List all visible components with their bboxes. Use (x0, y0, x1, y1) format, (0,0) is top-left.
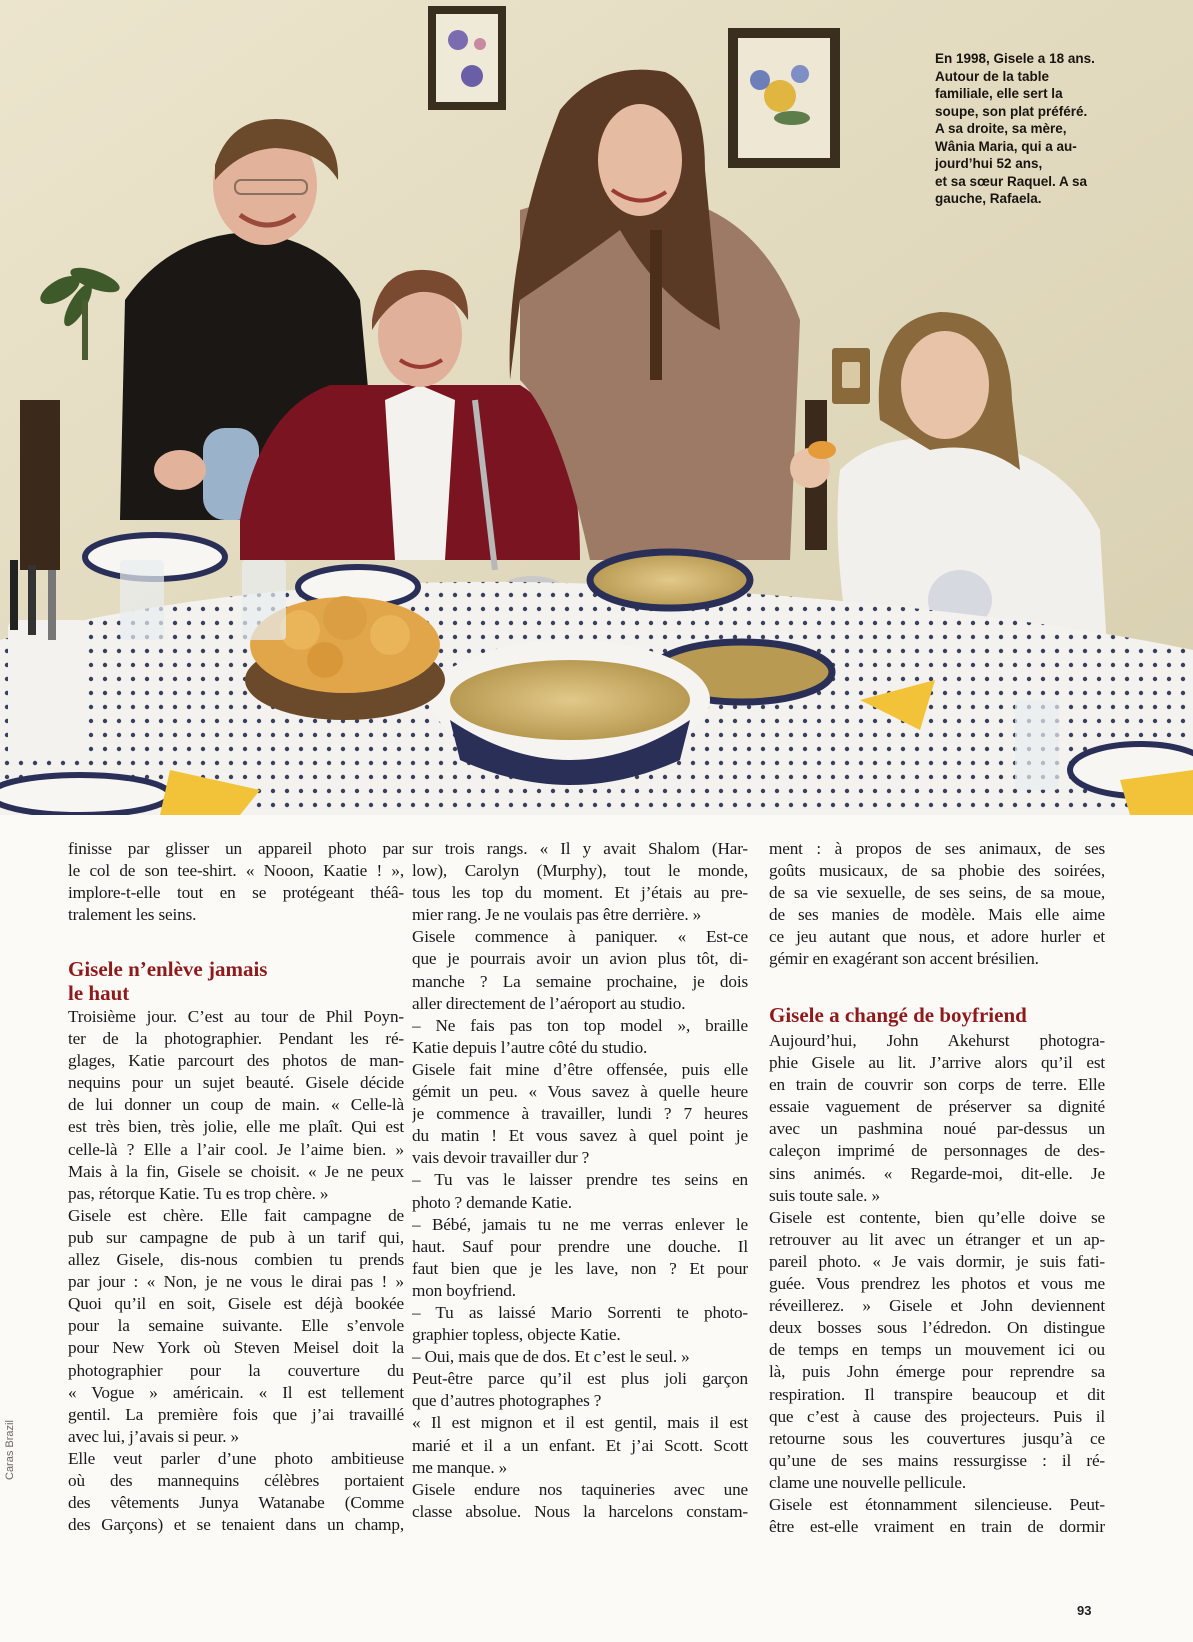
text-line: Gisele fait mine d’être offensée, puis elle (412, 1059, 748, 1079)
text-line: Aujourd’hui, John Akehurst photogra- (769, 1031, 1105, 1050)
text-line: de sa vie sexuelle, de ses seins, de sa moue, (769, 883, 1105, 903)
paragraph (412, 838, 748, 1523)
text-line: haut. Sauf pour prendre une douche. Il (412, 1236, 748, 1256)
text-line: de temps en temps un mouvement ici ou (769, 1340, 1105, 1360)
section-heading-2: Gisele a changé de boyfriend (769, 1003, 1027, 1027)
text-line: Gisele est contente, bien qu’elle doive se (769, 1207, 1105, 1227)
text-line: Quoi qu’il en soit, Gisele est déjà bookée (68, 1294, 404, 1314)
text-line: low), Carolyn (Murphy), tout le monde, (412, 861, 748, 881)
text-line: caleçon imprimé de personnages de des- (769, 1141, 1105, 1161)
text-line: Gisele endure nos taquineries avec une (412, 1479, 748, 1499)
caption-line: soupe, son plat préféré. (935, 103, 1088, 119)
article-column-3 (769, 838, 1105, 971)
text-line: – Tu as laissé Mario Sorrenti te photo- (412, 1302, 748, 1322)
photo-caption (935, 50, 1175, 208)
text-line: où des mannequins célèbres portaient (68, 1470, 404, 1490)
chair-left (20, 400, 60, 570)
glass (120, 560, 164, 640)
paragraph (68, 838, 404, 926)
paragraph (769, 1030, 1105, 1538)
text-line: Gisele est étonnamment silencieuse. Peut- (769, 1494, 1105, 1514)
text-line: me manque. » (412, 1457, 508, 1477)
text-line: finisse par glisser un appareil photo par (68, 839, 404, 858)
text-line: nequins pour un sujet beauté. Gisele décide (68, 1073, 404, 1093)
text-line: pas, rétorque Katie. Tu es trop chère. » (68, 1183, 329, 1203)
text-line: est très bien, très jolie, elle me plaît. Qui est (68, 1117, 404, 1137)
text-line: réveillerez. » Gisele et John deviennent (769, 1296, 1105, 1316)
text-line: Katie depuis l’autre côté du studio. (412, 1037, 648, 1057)
caption-line: et sa sœur Raquel. A sa (935, 173, 1088, 189)
text-line: je commence à travailler, lundi ? 7 heures (412, 1104, 748, 1124)
text-line: deux bosses sous l’édredon. On distingue (769, 1318, 1105, 1338)
article-column-1 (68, 838, 404, 926)
text-line: de ses manies de modèle. Mais elle aime (769, 905, 1105, 925)
text-line: « Vogue » américain. « Il est tellement (68, 1382, 404, 1402)
text-line: que c’est à cause des projecteurs. Puis il (769, 1406, 1105, 1426)
text-line: manche ? La semaine prochaine, je dois (412, 971, 748, 991)
text-line: des Garçons) et se tenaient dans un champ, (68, 1515, 404, 1535)
picture-frame-left (428, 6, 506, 110)
text-line: de lui donner un coup de main. « Celle-là (68, 1095, 404, 1115)
text-line: avec lui, j’avais si peur. » (68, 1426, 239, 1446)
text-line: être est-elle vraiment en train de dormir (769, 1517, 1105, 1537)
heading-line: Gisele n’enlève jamais (68, 957, 268, 981)
article-column-2 (412, 838, 748, 1523)
text-line: Troisième jour. C’est au tour de Phil Poyn- (68, 1007, 404, 1026)
section-heading-1 (68, 957, 368, 1005)
text-line: tralement les seins. (68, 905, 197, 925)
text-line: pareil photo. « Je vais dormir, je suis fati- (769, 1251, 1105, 1271)
caption-line: Wânia Maria, qui a au- (935, 138, 1077, 154)
heading-line: le haut (68, 981, 130, 1005)
text-line: que d’autres photographes ? (412, 1391, 602, 1411)
text-line: là, puis John émerge pour reprendre sa (769, 1362, 1105, 1382)
paragraph (68, 1006, 404, 1536)
text-line: Gisele commence à paniquer. « Est-ce (412, 927, 748, 947)
text-line: ment : à propos de ses animaux, de ses (769, 839, 1105, 858)
text-line: glages, Katie parcourt des photos de man- (68, 1051, 404, 1071)
text-line: « Il est mignon et il est gentil, mais il est (412, 1413, 748, 1433)
text-line: Peut-être parce qu’il est plus joli garçon (412, 1369, 748, 1389)
page-number: 93 (1077, 1603, 1092, 1618)
text-line: – Bébé, jamais tu ne me verras enlever le (412, 1214, 748, 1234)
text-line: des vêtements Junya Watanabe (Comme (68, 1493, 404, 1513)
text-line: essaie vaguement de préserver sa dignité (769, 1097, 1105, 1117)
family-photo (0, 0, 1193, 815)
text-line: ce jeu autant que nous, et adore hurler et (769, 927, 1105, 947)
article-column-3-body (769, 1030, 1105, 1538)
snack (808, 441, 836, 459)
text-line: respiration. Il transpire beaucoup et dit (769, 1384, 1105, 1404)
text-line: gémit un peu. « Vous savez à quelle heure (412, 1082, 748, 1102)
text-line: pub sur campagne de pub à un tarif qui, (68, 1227, 404, 1247)
text-line: avec un pashmina noué par-dessus un (769, 1119, 1105, 1139)
paragraph (769, 838, 1105, 971)
text-line: clame une nouvelle pellicule. (769, 1472, 967, 1492)
text-line: Gisele est chère. Elle fait campagne de (68, 1205, 404, 1225)
utensil-holder (8, 620, 88, 760)
caption-line: jourd’hui 52 ans, (935, 156, 1043, 171)
article-column-1-body (68, 1006, 404, 1536)
photo-credit: Caras Brazil (4, 1420, 16, 1480)
text-line: vais devoir travailler dur ? (412, 1148, 590, 1168)
text-line: ter de la photographier. Pendant les ré- (68, 1029, 404, 1049)
text-line: guée. Vous prendrez les photos et vous me (769, 1274, 1105, 1294)
text-line: sur trois rangs. « Il y avait Shalom (Har- (412, 839, 748, 858)
text-line: sins animés. « Regarde-moi, dit-elle. Je (769, 1163, 1105, 1183)
text-line: allez Gisele, dis-nous combien tu prends (68, 1250, 404, 1270)
text-line: le col de son tee-shirt. « Nooon, Kaatie ! », (68, 861, 404, 881)
text-line: que je pourrais avoir un avion plus tôt, di- (412, 949, 748, 969)
text-line: Mais à la fin, Gisele se choisit. « Je ne peux (68, 1161, 404, 1181)
text-line: pour la semaine suivante. Elle s’envole (68, 1316, 404, 1336)
soup-plate (590, 552, 750, 608)
text-line: photographier pour la couverture du (68, 1360, 404, 1380)
text-line: marié et il a un enfant. Et j’ai Scott. Scott (412, 1435, 748, 1455)
text-line: goûts musicaux, de sa phobie des soirées, (769, 861, 1105, 881)
text-line: gémir en exagérant son accent brésilien. (769, 949, 1039, 969)
text-line: aller directement de l’aéroport au studio. (412, 993, 686, 1013)
text-line: – Tu vas le laisser prendre tes seins en (412, 1170, 748, 1190)
text-line: qu’une de ses mains ressurgisse : il ré- (769, 1450, 1105, 1470)
text-line: pour New York où Steven Meisel doit la (68, 1338, 404, 1358)
text-line: graphier topless, objecte Katie. (412, 1325, 621, 1345)
text-line: suis toute sale. » (769, 1185, 880, 1205)
text-line: retourne sous les couvertures jusqu’à ce (769, 1428, 1105, 1448)
caption-line: A sa droite, sa mère, (935, 121, 1067, 136)
text-line: retrouver au lit avec un étranger et un ap- (769, 1229, 1105, 1249)
text-line: tous les top du moment. Et j’étais au pre- (412, 883, 748, 903)
caption-line: En 1998, Gisele a 18 ans. (935, 51, 1095, 66)
text-line: faut bien que je les lave, non ? Et pour (412, 1258, 748, 1278)
text-line: mon boyfriend. (412, 1280, 516, 1300)
soup-tureen (430, 640, 710, 785)
text-line: implore-t-elle tout en se protégeant théâ- (68, 883, 404, 903)
text-line: en train de couvrir son corps de terre. Elle (769, 1075, 1105, 1095)
text-line: – Ne fais pas ton top model », braille (412, 1015, 748, 1035)
text-line: photo ? demande Katie. (412, 1192, 572, 1212)
picture-frame-right (728, 28, 840, 168)
text-line: gentil. La première fois que j’ai travaillé (68, 1404, 404, 1424)
text-line: du matin ! Et vous savez à quel point je (412, 1126, 748, 1146)
caption-line: familiale, elle sert la (935, 86, 1063, 101)
text-line: classe absolue. Nous la harcelons constam- (412, 1501, 748, 1521)
text-line: – Oui, mais que de dos. Et c’est le seul. » (412, 1347, 690, 1367)
text-line: phie Gisele au lit. J’arrive alors qu’il est (769, 1053, 1105, 1073)
text-line: par jour : « Non, je ne vous le dirai pas ! » (68, 1272, 404, 1292)
text-line: Elle veut parler d’une photo ambitieuse (68, 1448, 404, 1468)
caption-line: gauche, Rafaela. (935, 191, 1042, 206)
caption-line: Autour de la table (935, 68, 1050, 84)
text-line: celle-là ? Elle a l’air cool. Je l’aime bien. » (68, 1139, 404, 1159)
text-line: mier rang. Je ne voulais pas être derrière. » (412, 905, 702, 925)
